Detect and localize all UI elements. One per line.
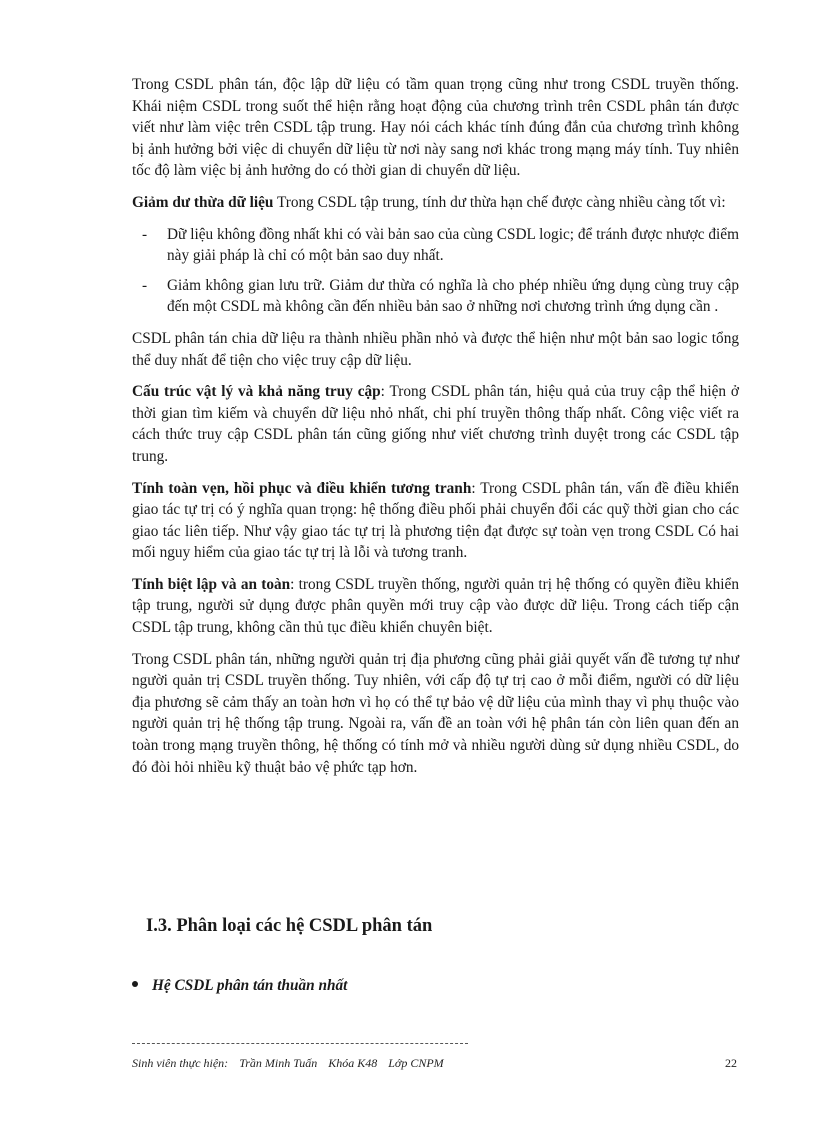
page-number: 22 (725, 1056, 737, 1070)
inline-heading: Cấu trúc vật lý và khả năng truy cập (132, 383, 381, 401)
inline-heading: Tính biệt lập và an toàn (132, 575, 291, 593)
list-item-text: Giảm không gian lưu trữ. Giảm dư thừa có nghĩa là cho phép nhiều ứng dụng cùng truy cập đến một CSDL mà không cần đến nhiều bản sao ở những nơi chương trình ứng dụng cần . (167, 276, 739, 316)
paragraph: Trong CSDL phân tán, độc lập dữ liệu có tầm quan trọng cũng như trong CSDL truyền thống. Khái niệm CSDL trong suốt thể hiện rằng hoạt động của chương trình trên CSDL phân tán được viết như làm việc trên CSDL tập trung. Hay nói cách khác tính đúng đắn của chương trình không bị ảnh hưởng bởi việc di chuyển dữ liệu từ nơi này sang nơi khác trong mạng máy tính. Tuy nhiên tốc độ làm việc bị ảnh hưởng do có thời gian di chuyển dữ liệu. (132, 76, 739, 180)
dash-marker: - (142, 225, 148, 243)
bullet-item (132, 977, 347, 995)
paragraph-text: : trong CSDL truyền thống, người quản trị hệ thống có quyền điều khiển tập trung, người sử dụng được phân quyền mới truy cập vào được dữ liệu. Trong cách tiếp cận CSDL tập trung, không cần thủ tục điều khiển chuyên biệt. (132, 575, 739, 637)
footer-class: Lớp CNPM (388, 1056, 444, 1070)
footer-course: Khóa K48 (328, 1056, 378, 1070)
dash-list (132, 224, 739, 318)
footer-student-label: Sinh viên thực hiện: (132, 1056, 229, 1070)
paragraph (132, 192, 739, 214)
list-item (132, 224, 739, 267)
paragraph-text: : Trong CSDL phân tán, hiệu quả của truy cập thể hiện ở thời gian tìm kiếm và chuyển dữ liệu nhỏ nhất, chi phí truyền thông thấp nhất. Công việc viết ra cách thức truy cập CSDL phân tán cũng giống như viết chương trình duyệt trong các CSDL tập trung. (132, 383, 739, 465)
bullet-dot-icon (132, 981, 138, 987)
bullet-item-text: Hệ CSDL phân tán thuần nhất (152, 977, 348, 994)
body-text (132, 74, 739, 788)
paragraph-text: : Trong CSDL phân tán, vấn đề điều khiển giao tác tự trị có ý nghĩa quan trọng: hệ thống điều phối phải chuyển đổi các quỹ thời gian cho các giao tác liên tiếp. Như vậy giao tác tự trị là phương tiện đạt được sự toàn vẹn trong CSDL Có hai mối nguy hiểm của giao tác tự trị là lỗi và tương tranh. (132, 479, 739, 562)
inline-heading: Tính toàn vẹn, hồi phục và điều khiển tương tranh (132, 479, 472, 497)
paragraph: Trong CSDL phân tán, những người quản trị địa phương cũng phải giải quyết vấn đề tương tự như người quản trị CSDL truyền thống. Tuy nhiên, với cấp độ tự trị cao ở mỗi điểm, người có dữ liệu địa phương sẽ cảm thấy an toàn hơn vì họ có thể tự bảo vệ dữ liệu của mình thay vì phụ thuộc vào người quản trị hệ thống tập trung. Ngoài ra, vấn đề an toàn với hệ phân tán còn liên quan đến an toàn trong mạng truyền thông, hệ thống có tính mở và nhiều người dùng sử dụng nhiều CSDL, do đó đòi hỏi nhiều kỹ thuật bảo vệ phức tạp hơn. (132, 650, 739, 776)
list-item-text: Dữ liệu không đồng nhất khi có vài bản sao của cùng CSDL logic; để tránh được nhược điểm này giải pháp là chỉ có một bản sao duy nhất. (167, 225, 739, 265)
paragraph (132, 574, 739, 639)
section-heading: I.3. Phân loại các hệ CSDL phân tán (146, 916, 433, 936)
list-item (132, 275, 739, 318)
inline-heading: Giảm dư thừa dữ liệu (132, 193, 274, 211)
paragraph-text: Trong CSDL tập trung, tính dư thừa hạn chế được càng nhiều càng tốt vì: (273, 193, 726, 211)
paragraph: CSDL phân tán chia dữ liệu ra thành nhiều phần nhỏ và được thể hiện như một bản sao logic tổng thể duy nhất để tiện cho việc truy cập dữ liệu. (132, 329, 739, 369)
paragraph (132, 381, 739, 467)
footer-student-name: Trần Minh Tuấn (239, 1056, 318, 1070)
page-footer (132, 1056, 739, 1071)
footer-divider (132, 1043, 468, 1044)
dash-marker: - (142, 276, 148, 294)
paragraph (132, 478, 739, 564)
